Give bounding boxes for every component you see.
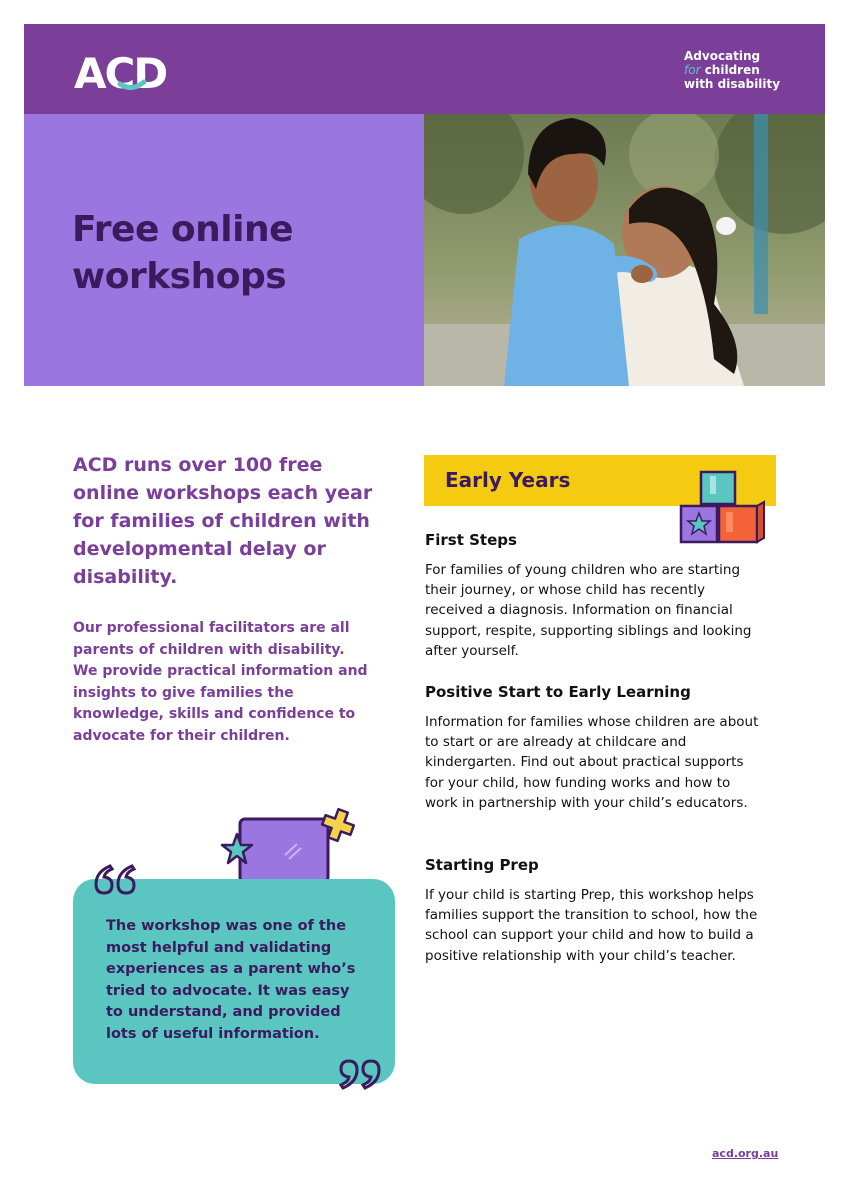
section-body: For families of young children who are starting their journey, or whose child has recently received a diagnosis. Information on financial support, respite, supporting siblings and looking after yourself. [425, 562, 752, 659]
intro-paragraph: Our professional facilitators are all parents of children with disability. We provide practical information and insights to give families the knowledge, skills and confidence to advocate for their children. [73, 620, 368, 744]
hero-panel [24, 114, 424, 386]
tagline-line1: Advocating [684, 49, 761, 63]
hero-photo [424, 114, 825, 386]
website-link[interactable]: acd.org.au [712, 1147, 779, 1160]
tagline-children: children [704, 63, 760, 77]
section-heading: First Steps [425, 531, 517, 549]
logo-text: ACD [74, 49, 167, 96]
header-bar [24, 24, 825, 114]
section-first-steps [425, 530, 765, 661]
acd-logo [74, 46, 184, 96]
quote-open-icon [92, 862, 140, 896]
page-title-line2: workshops [72, 256, 287, 297]
lead-statement: ACD runs over 100 free online workshops each year for families of children with developmental delay or disability. [73, 454, 373, 588]
tagline-line2 [684, 63, 780, 77]
section-positive-start [425, 682, 765, 813]
tagline-line3: with disability [684, 77, 781, 91]
quote-close-icon [335, 1058, 383, 1092]
testimonial-text: The workshop was one of the most helpful and validating experiences as a parent who’s tried to advocate. It was easy to understand, and provided lots of useful information. [106, 918, 356, 1042]
tagline [684, 49, 780, 91]
early-years-title: Early Years [445, 468, 571, 492]
section-starting-prep [425, 855, 765, 966]
section-heading: Starting Prep [425, 856, 539, 874]
section-heading: Positive Start to Early Learning [425, 683, 691, 701]
page-title-line1: Free online [72, 209, 293, 250]
tagline-for: for [684, 63, 701, 77]
hero-photo-illustration [424, 114, 825, 386]
section-body: If your child is starting Prep, this workshop helps families support the transition to school, how the school can support your child and how to build a positive relationship with your child’s teacher. [425, 887, 758, 964]
page-title [72, 206, 293, 300]
testimonial-box [73, 879, 395, 1084]
section-body: Information for families whose children are about to start or are already at childcare and kindergarten. Find out about practical supports for your child, how funding works and how to work in partnership with your child’s educators. [425, 714, 759, 811]
